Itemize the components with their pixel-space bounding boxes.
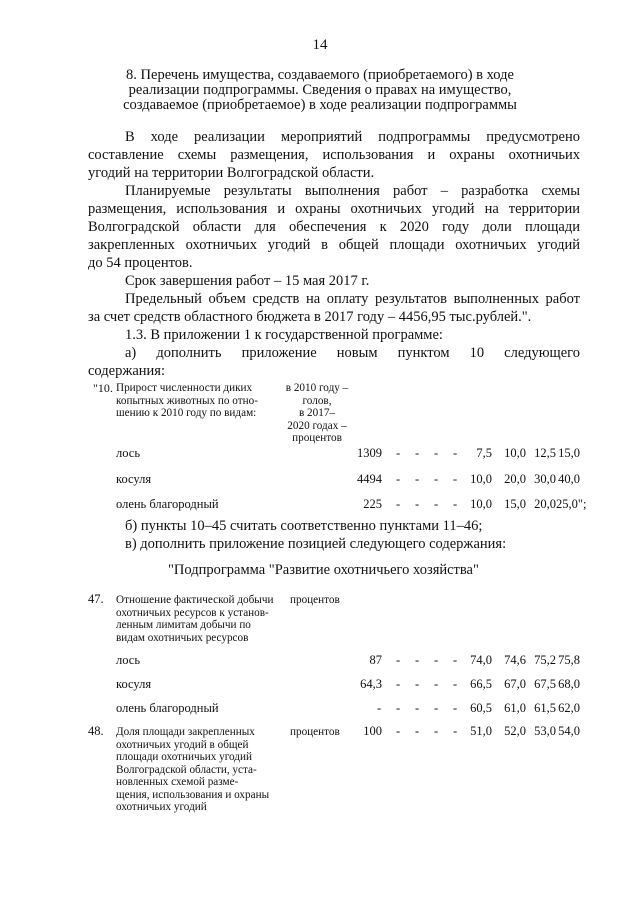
item-10-unit (283, 382, 351, 445)
item-10-row-dash: - (396, 472, 401, 486)
paragraph-2-line-1: Планируемые результаты выполнения работ – разработка схемы (125, 183, 580, 199)
item-10-row-base: 1309 (357, 446, 382, 460)
item-47-row-name: олень благородный (116, 701, 219, 715)
item-10-row-name: олень благородный (116, 497, 219, 511)
item-48-desc-line: площади охотничьих угодий (116, 751, 252, 763)
item-48-desc-line: новленных схемой разме- (116, 776, 239, 788)
item-47-row-value: 67,5 (534, 677, 556, 691)
item-47-row-dash: - (396, 677, 401, 691)
item-10-row-dash: - (396, 446, 401, 460)
item-10-row-dash: - (415, 472, 420, 486)
paragraph-2-line-5: до 54 процентов. (88, 255, 193, 271)
item-10-unit-line: процентов (292, 432, 342, 444)
item-48-dash: - (415, 724, 420, 738)
item-47-desc-line: ленным лимитам добычи по (116, 619, 251, 631)
item-47-desc-line: охотничьих ресурсов к установ- (116, 606, 269, 619)
item-47-desc-line: видам охотничьих ресурсов (116, 631, 249, 644)
paragraph-v: в) дополнить приложение позицией следующего содержания: (125, 536, 507, 552)
item-47-row-value: 62,0 (558, 701, 580, 715)
item-47-row-value: 60,5 (470, 701, 492, 715)
paragraph-1-line-2: составление схемы размещения, использования и охраны охотничьих (88, 147, 580, 163)
item-47-row-value: 61,0 (504, 701, 526, 715)
item-48-unit: процентов (290, 726, 340, 738)
item-47-row-base: 87 (369, 653, 382, 667)
paragraph-a-line-1: а) дополнить приложение новым пунктом 10 следующего (125, 345, 580, 361)
item-10-row-dash: - (453, 446, 458, 460)
item-10-row-value: 40,0 (558, 472, 580, 486)
item-47-row-dash: - (434, 653, 439, 667)
item-10-desc-line: копытных животных по отно- (116, 394, 258, 407)
item-10-row-value: 30,0 (534, 472, 556, 486)
item-47-row-dash: - (396, 653, 401, 667)
subprogram-title: "Подпрограмма "Развитие охотничьего хозяйства" (168, 562, 479, 578)
paragraph-a-line-2: содержания: (88, 363, 166, 379)
item-47-unit: процентов (290, 594, 340, 606)
item-47-row-dash: - (396, 701, 401, 715)
item-47-row-name: косуля (116, 677, 152, 691)
section-heading-line-1: 8. Перечень имущества, создаваемого (приобретаемого) в ходе (126, 67, 514, 83)
section-heading-line-2: реализации подпрограммы. Сведения о правах на имущество, (128, 82, 512, 98)
item-47-row-value: 61,5 (534, 701, 556, 715)
item-10-row-dash: - (453, 472, 458, 486)
item-48-dash: - (396, 724, 401, 738)
item-48-value: 53,0 (534, 724, 556, 738)
section-heading-line-3: создаваемое (приобретаемое) в ходе реализации подпрограммы (123, 97, 517, 113)
item-47-row-base: - (377, 701, 382, 715)
item-10-row-base: 4494 (357, 472, 382, 486)
item-10-row-value: 25,0"; (556, 497, 587, 511)
item-10-row-dash: - (434, 497, 439, 511)
item-10-row-name: лось (116, 446, 141, 460)
item-48-desc-line: щения, использования и охраны (116, 788, 270, 801)
item-47-row-value: 74,6 (504, 653, 526, 667)
item-47-row-dash: - (453, 701, 458, 715)
item-47-row-value: 67,0 (504, 677, 526, 691)
paragraph-1-line-3: угодий на территории Волгоградской области. (88, 165, 375, 181)
item-48-value: 52,0 (504, 724, 526, 738)
item-47-row-dash: - (415, 677, 420, 691)
item-48-dash: - (453, 724, 458, 738)
paragraph-4-line-2: за счет средств областного бюджета в 2017 году – 4456,95 тыс.рублей.". (88, 309, 532, 325)
item-10-unit-line: в 2010 году – (285, 382, 349, 394)
item-48-desc-line: охотничьих угодий (116, 801, 207, 813)
item-47-row-value: 66,5 (470, 677, 492, 691)
item-47-row-value: 68,0 (558, 677, 580, 691)
item-10-unit-line: 2020 годах – (287, 419, 347, 432)
item-47-number: 47. (88, 592, 104, 606)
item-48-dash: - (434, 724, 439, 738)
item-10-row-name: косуля (116, 472, 152, 486)
item-10-unit-line: в 2017– (298, 407, 336, 419)
paragraph-2-line-3: Волгоградской области для обеспечения к 2020 году доли площади (88, 219, 580, 235)
item-48-number: 48. (88, 724, 104, 738)
item-48-base: 100 (363, 724, 382, 738)
item-10-desc-line: Прирост численности диких (116, 382, 253, 394)
item-47-desc-line: Отношение фактической добычи (116, 594, 274, 606)
item-48-desc-line: Волгоградской области, уста- (116, 763, 257, 776)
item-47-row-value: 75,2 (534, 653, 556, 667)
item-10-row-dash: - (415, 446, 420, 460)
paragraph-4-line-1: Предельный объем средств на оплату результатов выполненных работ (125, 291, 580, 307)
item-48-desc-line: охотничьих угодий в общей (116, 738, 249, 751)
item-10-row-value: 20,0 (504, 472, 526, 486)
item-48-description (116, 726, 274, 814)
paragraph-b: б) пункты 10–45 считать соответственно пунктами 11–46; (125, 518, 483, 534)
item-48-value: 51,0 (470, 724, 492, 738)
item-10-row-value: 10,0 (504, 446, 526, 460)
item-10-desc-line: шению к 2010 году по видам: (116, 407, 257, 419)
item-10-row-value: 12,5 (534, 446, 556, 460)
paragraph-1-line-1: В ходе реализации мероприятий подпрограммы предусмотрено (125, 129, 580, 145)
item-48-desc-line: Доля площади закрепленных (116, 726, 255, 738)
item-47-row-value: 75,8 (558, 653, 580, 667)
item-10-row-dash: - (453, 497, 458, 511)
item-10-row-value: 7,5 (476, 446, 492, 460)
item-47-row-value: 74,0 (470, 653, 492, 667)
item-47-row-dash: - (453, 653, 458, 667)
item-47-row-dash: - (415, 653, 420, 667)
item-10-description (116, 382, 274, 420)
item-10-row-base: 225 (363, 497, 382, 511)
item-10-row-dash: - (415, 497, 420, 511)
item-47-row-dash: - (415, 701, 420, 715)
item-10-row-value: 10,0 (470, 497, 492, 511)
paragraph-2-line-4: закрепленных охотничьих угодий в общей площади охотничьих угодий (88, 237, 580, 253)
item-47-row-base: 64,3 (360, 677, 382, 691)
paragraph-2-line-2: размещения, использования и охраны охотничьих угодий на территории (88, 201, 580, 217)
item-10-row-value: 15,0 (558, 446, 580, 460)
item-10-number: "10. (93, 381, 113, 395)
item-48-value: 54,0 (558, 724, 580, 738)
item-10-row-value: 10,0 (470, 472, 492, 486)
item-10-row-dash: - (396, 497, 401, 511)
item-47-description (116, 594, 274, 644)
item-10-row-dash: - (434, 446, 439, 460)
page-number: 14 (312, 37, 328, 53)
paragraph-deadline: Срок завершения работ – 15 мая 2017 г. (125, 273, 370, 289)
item-10-row-value: 15,0 (504, 497, 526, 511)
item-47-row-dash: - (434, 677, 439, 691)
item-10-unit-line: голов, (302, 394, 332, 407)
item-10-row-dash: - (434, 472, 439, 486)
item-10-row-value: 20,0 (534, 497, 556, 511)
item-47-row-name: лось (116, 653, 141, 667)
paragraph-appendix-intro: 1.3. В приложении 1 к государственной программе: (125, 327, 443, 343)
item-47-row-dash: - (453, 677, 458, 691)
item-47-row-dash: - (434, 701, 439, 715)
